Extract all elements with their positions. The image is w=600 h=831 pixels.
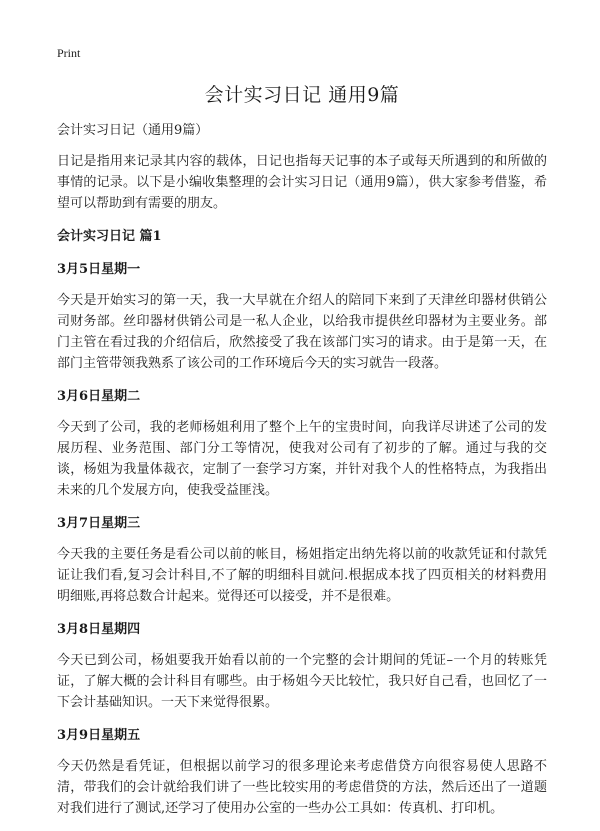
entry-text: 今天已到公司，杨姐要我开始看以前的一个完整的会计期间的凭证–一个月的转账凭证，了解大概的会计科目有哪些。由于杨姐今天比较忙，我只好自己看，也回忆了一下会计基础知识。一天下来觉得很累。 (57, 653, 547, 710)
entry-date: 3月7日星期三 (57, 516, 141, 531)
entry-text: 今天我的主要任务是看公司以前的帐目，杨姐指定出纳先将以前的收款凭证和付款凭证让我们看,复习会计科目,不了解的明细科目就问.根据成本找了四页相关的材料费用明细账,再将总数合计起来。觉得还可以接受，并不是很难。 (57, 547, 547, 604)
entry-date: 3月9日星期五 (57, 728, 141, 743)
print-label: Print (57, 46, 81, 60)
section-heading: 会计实习日记 篇1 (57, 229, 162, 244)
entry-text: 今天到了公司，我的老师杨姐利用了整个上午的宝贵时间，向我详尽讲述了公司的发展历程、业务范围、部门分工等情况，使我对公司有了初步的了解。通过与我的交谈，杨姐为我量体裁衣，定制了一套学习方案，并针对我个人的性格特点，为我指出未来的几个发展方向，使我受益匪浅。 (57, 420, 547, 498)
entry-date: 3月8日星期四 (57, 622, 141, 637)
entry-date: 3月5日星期一 (57, 262, 141, 277)
entry-text: 今天是开始实习的第一天，我一大早就在介绍人的陪同下来到了天津丝印器材供销公司财务部。丝印器材供销公司是一私人企业，以给我市提供丝印器材为主要业务。部门主管在看过我的介绍信后，欣然接受了我在该部门实习的请求。由于是第一天，在部门主管带领我熟系了该公司的工作环境后今天的实习就告一段落。 (57, 293, 547, 371)
entry-text: 今天仍然是看凭证，但根据以前学习的很多理论来考虑借贷方向很容易使人思路不清，带我们的会计就给我们讲了一些比较实用的考虑借贷的方法，然后还出了一道题对我们进行了测试,还学习了使用办公室的一些办公工具如：传真机、打印机。 (57, 759, 547, 816)
document-body (57, 120, 547, 831)
entry-date: 3月6日星期二 (57, 389, 141, 404)
page-title: 会计实习日记 通用9篇 (204, 84, 400, 106)
intro-paragraph: 日记是指用来记录其内容的载体，日记也指每天记事的本子或每天所遇到的和所做的事情的记录。以下是小编收集整理的会计实习日记（通用9篇），供大家参考借鉴，希望可以帮助到有需要的朋友。 (57, 154, 547, 211)
document-subtitle: 会计实习日记（通用9篇） (57, 123, 209, 138)
